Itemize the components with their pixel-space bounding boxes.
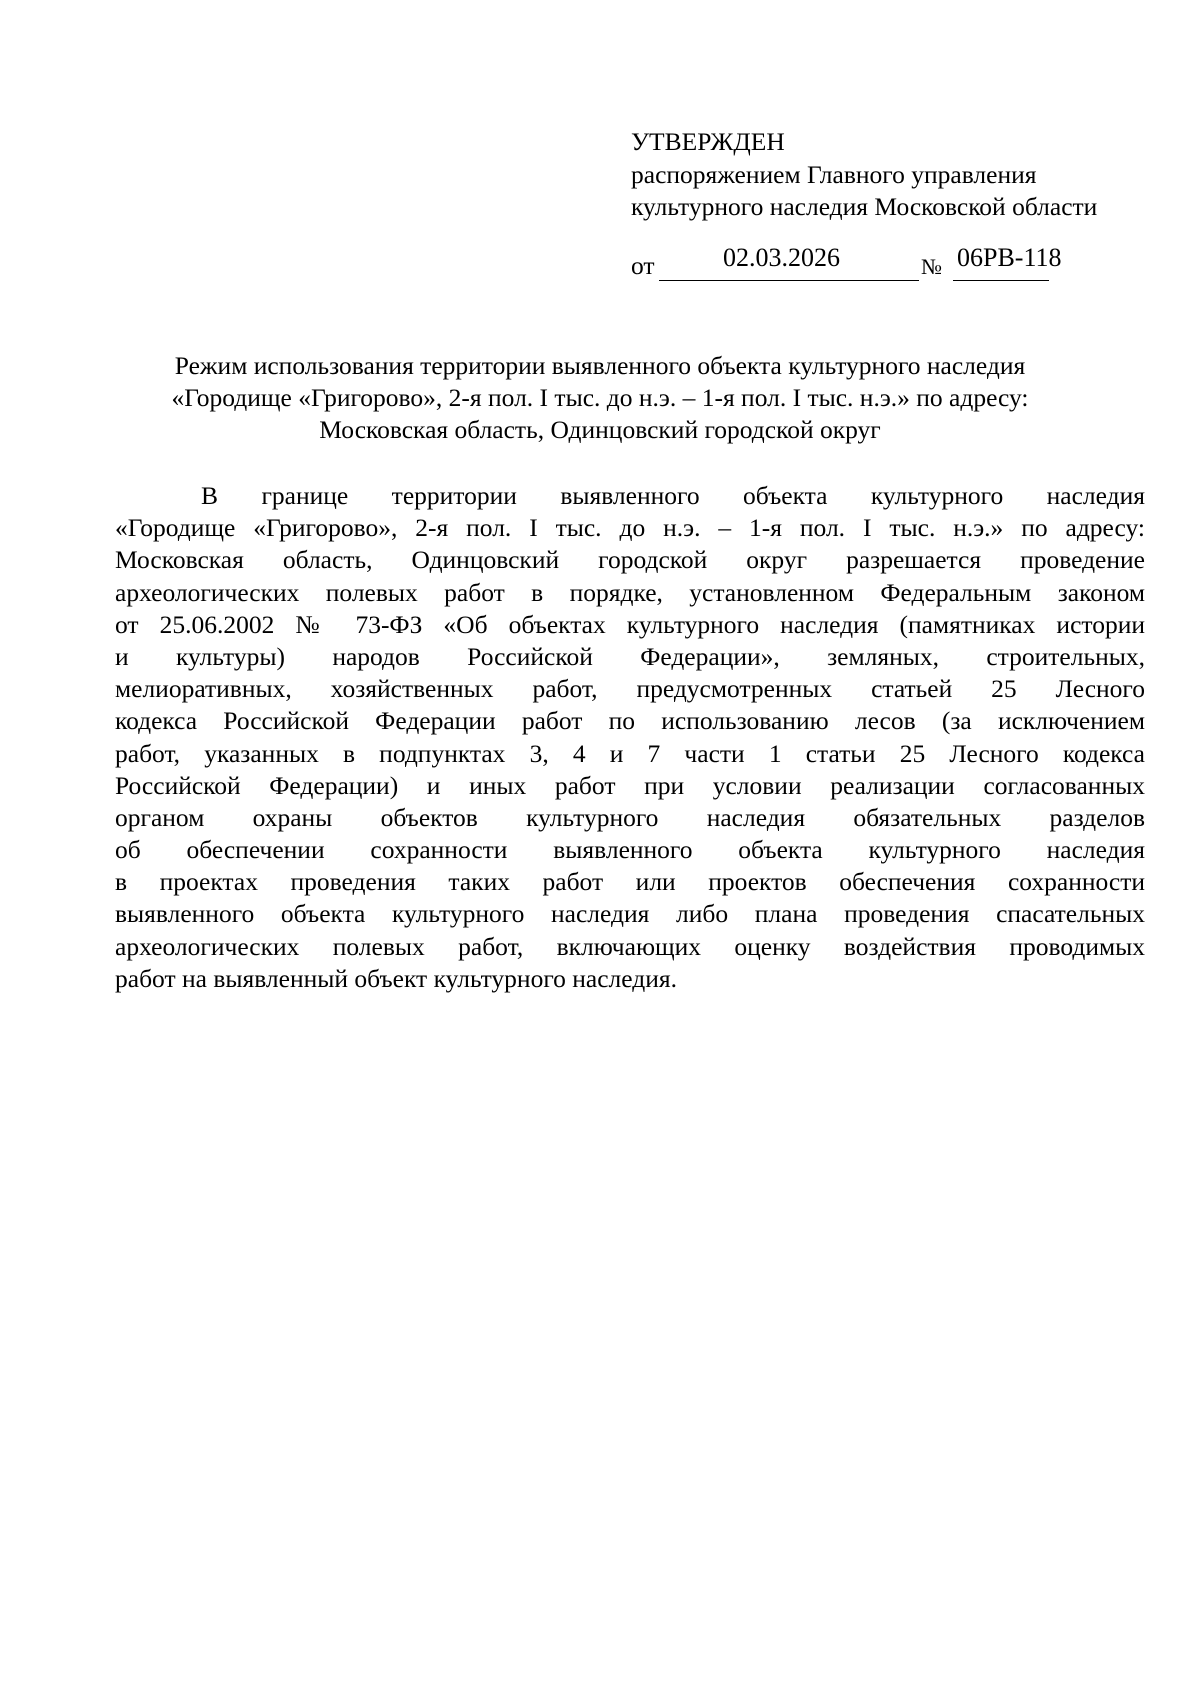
approval-block xyxy=(631,126,1151,224)
number-label: № xyxy=(921,254,942,279)
body-line: и культуры) народов Российской Федерации», земляных, строительных, xyxy=(115,641,1145,671)
body-line: В границе территории выявленного объекта культурного наследия xyxy=(201,481,1145,510)
approval-line-2: культурного наследия Московской области xyxy=(631,192,1098,221)
approval-number: 06РВ-118 xyxy=(957,243,1062,272)
body-line: работ, указанных в подпунктах 3, 4 и 7 части 1 статьи 25 Лесного кодекса xyxy=(115,738,1145,768)
from-label: от xyxy=(631,251,655,280)
body-line: работ на выявленный объект культурного наследия. xyxy=(115,963,677,993)
body-line: выявленного объекта культурного наследия либо плана проведения спасательных xyxy=(115,899,1145,929)
body-line: в проектах проведения таких работ или проектов обеспечения сохранности xyxy=(115,867,1145,897)
body-line: кодекса Российской Федерации работ по использованию лесов (за исключением xyxy=(115,706,1145,736)
body-line: мелиоративных, хозяйственных работ, предусмотренных статьей 25 Лесного xyxy=(115,674,1145,704)
approval-line-1: распоряжением Главного управления xyxy=(631,159,1037,189)
title-line-1: Режим использования территории выявленного объекта культурного наследия xyxy=(174,351,1026,380)
body-line: от 25.06.2002 № 73-ФЗ «Об объектах культурного наследия (памятниках истории xyxy=(115,609,1145,639)
title-line-2: «Городище «Григорово», 2-я пол. I тыс. до н.э. – 1-я пол. I тыс. н.э.» по адресу: xyxy=(171,383,1029,412)
title-line-3: Московская область, Одинцовский городской округ xyxy=(319,415,881,444)
body-paragraph xyxy=(115,480,1145,995)
body-line: археологических полевых работ, включающих оценку воздействия проводимых xyxy=(115,931,1145,961)
body-line: органом охраны объектов культурного наследия обязательных разделов xyxy=(115,802,1145,832)
body-line: «Городище «Григорово», 2-я пол. I тыс. до н.э. – 1-я пол. I тыс. н.э.» по адресу: xyxy=(115,513,1145,543)
body-line: археологических полевых работ в порядке, установленном Федеральным законом xyxy=(115,577,1145,607)
document-title xyxy=(100,350,1100,446)
body-line: об обеспечении сохранности выявленного объекта культурного наследия xyxy=(115,835,1145,865)
approval-date: 02.03.2026 xyxy=(723,243,840,272)
date-number-row xyxy=(631,243,1091,287)
body-line: Московская область, Одинцовский городской округ разрешается проведение xyxy=(115,545,1145,575)
body-line: Российской Федерации) и иных работ при условии реализации согласованных xyxy=(115,770,1145,800)
approval-heading: УТВЕРЖДЕН xyxy=(631,127,785,156)
